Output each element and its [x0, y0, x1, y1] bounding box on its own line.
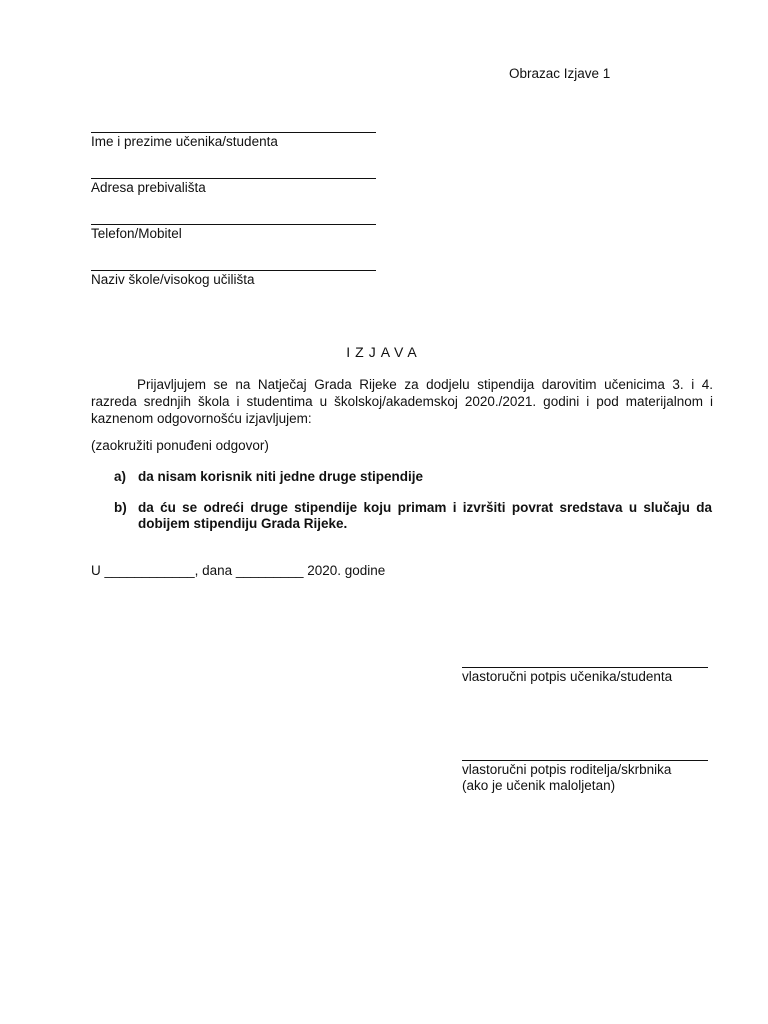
field-caption: Naziv škole/visokog učilišta [91, 272, 255, 287]
blank-line [91, 224, 376, 225]
declaration-paragraph: Prijavljujem se na Natječaj Grada Rijeke za dodjelu stipendija darovitim učenicima 3. i 4. razreda srednjih škola i studentima u školskoj/akademskoj 2020./2021. godini i pod materijalnom i kaznenom odgovornošću izjavljujem: [91, 377, 713, 426]
option-a [114, 469, 712, 485]
field-caption: Telefon/Mobitel [91, 226, 182, 241]
blank-line [91, 132, 376, 133]
instruction-hint: (zaokružiti ponuđeni odgovor) [91, 438, 269, 453]
option-text: da nisam korisnik niti jedne druge stipendije [138, 469, 424, 484]
signature-line [462, 667, 708, 668]
signature-caption: vlastoručni potpis roditelja/skrbnika [462, 762, 672, 777]
field-phone [91, 224, 376, 241]
field-caption: Ime i prezime učenika/studenta [91, 134, 278, 149]
signature-parent [462, 760, 708, 794]
option-letter: a) [114, 469, 127, 484]
option-letter: b) [114, 500, 127, 515]
document-title: IZJAVA [346, 344, 422, 360]
place-date-line: U ____________, dana _________ 2020. godine [91, 563, 386, 578]
field-address [91, 178, 376, 195]
field-school [91, 270, 376, 287]
option-text: da ću se odreći druge stipendije koju primam i izvršiti povrat sredstava u slučaju da dobijem stipendiju Grada Rijeke. [138, 500, 712, 531]
form-label: Obrazac Izjave 1 [509, 66, 611, 81]
blank-line [91, 270, 376, 271]
blank-line [91, 178, 376, 179]
signature-student [462, 667, 708, 685]
signature-line [462, 760, 708, 761]
field-caption: Adresa prebivališta [91, 180, 206, 195]
option-b [114, 500, 712, 532]
signature-caption: vlastoručni potpis učenika/studenta [462, 669, 673, 684]
field-student-name [91, 132, 376, 149]
signature-note: (ako je učenik maloljetan) [462, 778, 616, 793]
